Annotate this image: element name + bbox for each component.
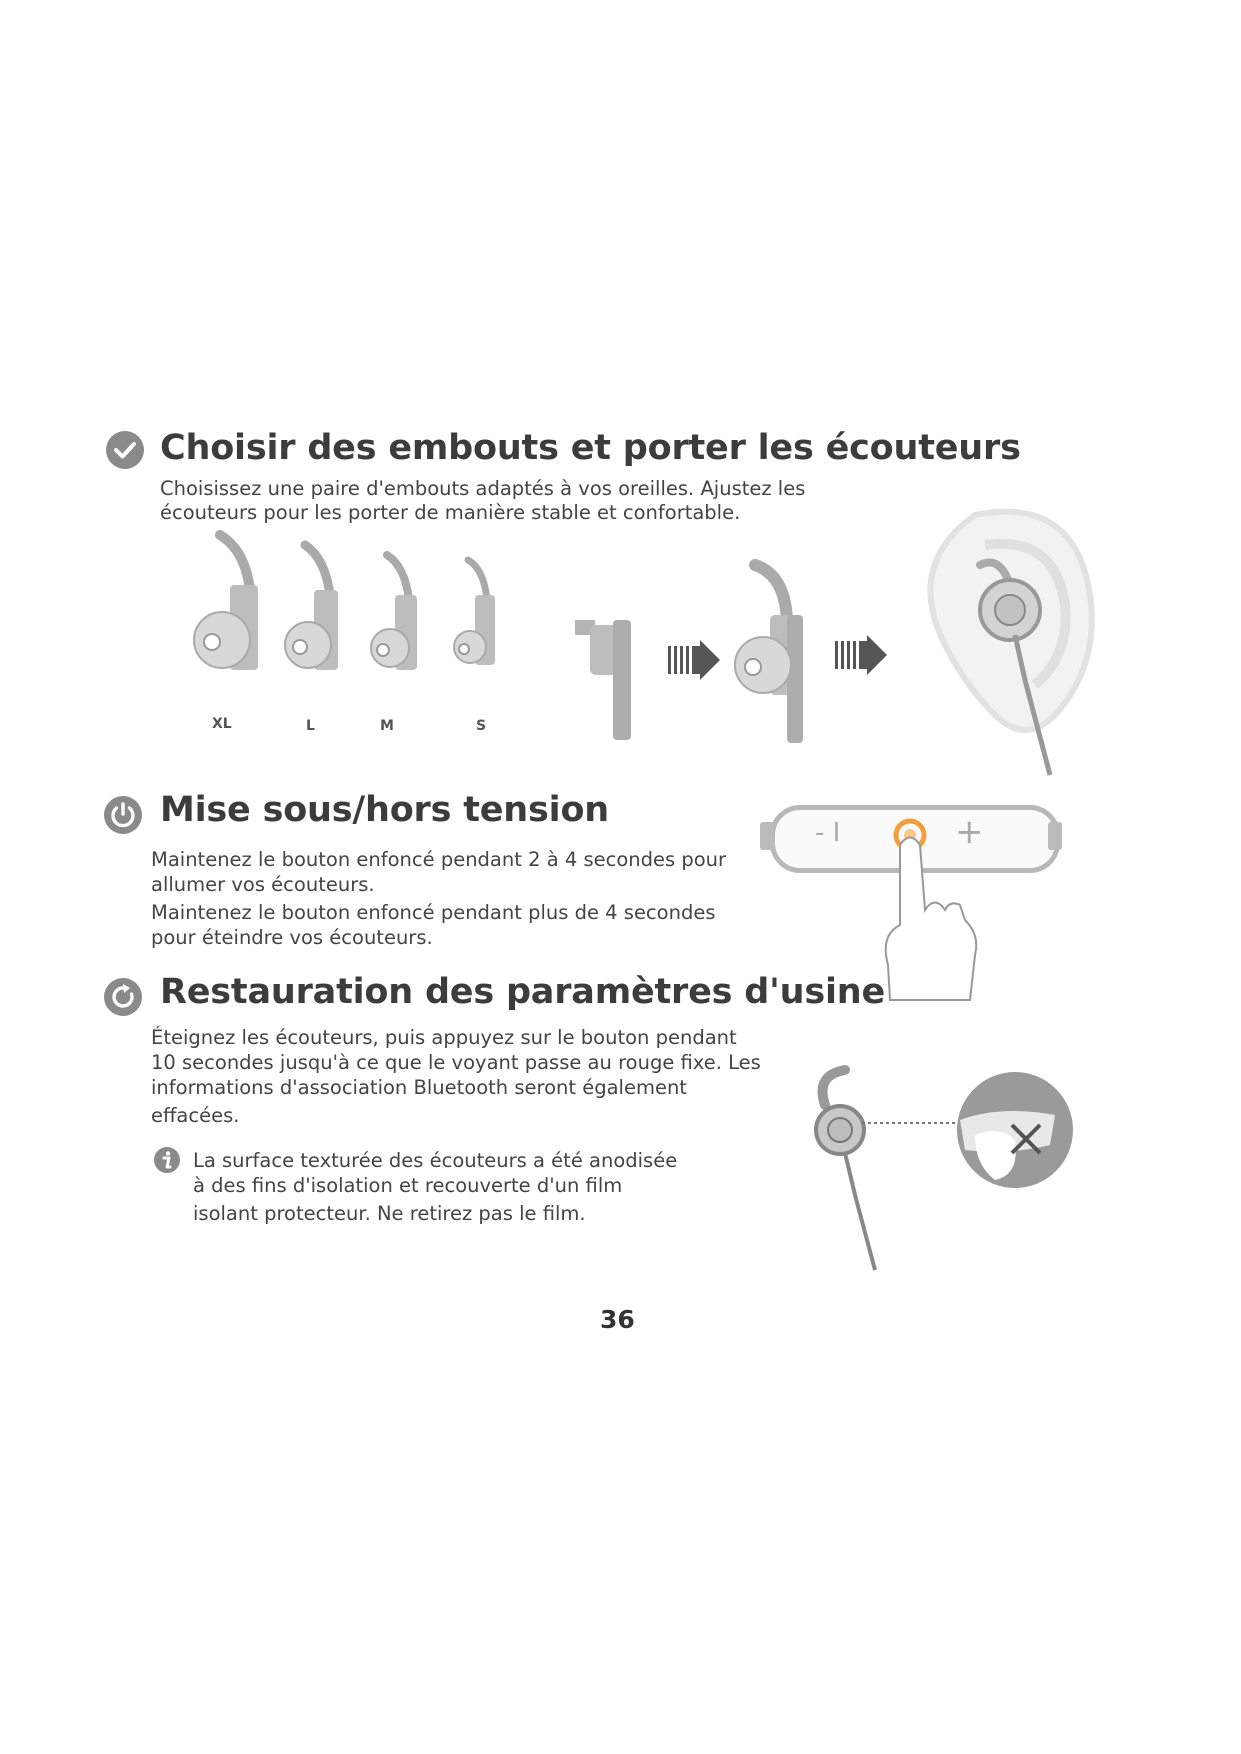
size-label-m: M <box>380 718 394 734</box>
fit-body-line-1: Choisissez une paire d'embouts adaptés à vos oreilles. Ajustez les <box>160 477 806 500</box>
remote-cable-right <box>1048 822 1062 850</box>
section-title-power: Mise sous/hors tension <box>160 790 610 830</box>
reset-line-4: effacées. <box>151 1104 240 1127</box>
ear-wearing-illustration <box>905 505 1105 775</box>
arrow-right-icon <box>835 635 890 675</box>
note-line-3: isolant protecteur. Ne retirez pas le film. <box>193 1202 586 1225</box>
section-title-fit: Choisir des embouts et porter les écouteurs <box>160 428 1021 468</box>
size-label-l: L <box>306 718 315 734</box>
volume-down-label: - I <box>815 818 841 848</box>
protective-film-illustration <box>800 1065 1080 1275</box>
ear-tips-illustration <box>180 530 540 700</box>
page-number: 36 <box>600 1305 635 1334</box>
size-label-xl: XL <box>212 716 232 732</box>
earbud-without-tip <box>565 560 645 740</box>
note-line-1: La surface texturée des écouteurs a été anodisée <box>193 1149 678 1172</box>
finger-press-illustration <box>880 815 1040 1005</box>
size-label-s: S <box>476 718 487 734</box>
earbud-with-tip <box>725 560 825 745</box>
volume-up-label: + <box>955 812 984 852</box>
arrow-right-icon <box>668 640 723 680</box>
power-icon <box>103 795 143 835</box>
info-icon <box>153 1146 181 1174</box>
power-p1-line-1: Maintenez le bouton enfoncé pendant 2 à 4 secondes pour <box>151 848 727 871</box>
reset-line-2: 10 secondes jusqu'à ce que le voyant passe au rouge fixe. Les <box>151 1051 761 1074</box>
reset-line-1: Éteignez les écouteurs, puis appuyez sur le bouton pendant <box>151 1026 737 1049</box>
power-p2-line-1: Maintenez le bouton enfoncé pendant plus de 4 secondes <box>151 901 716 924</box>
check-circle-icon <box>105 430 145 470</box>
reset-line-3: informations d'association Bluetooth seront également <box>151 1076 687 1099</box>
reset-icon <box>103 977 143 1017</box>
power-p2-line-2: pour éteindre vos écouteurs. <box>151 926 433 949</box>
section-title-reset: Restauration des paramètres d'usine <box>160 972 886 1012</box>
power-p1-line-2: allumer vos écouteurs. <box>151 873 375 896</box>
note-line-2: à des fins d'isolation et recouverte d'un film <box>193 1174 623 1197</box>
remote-cable-left <box>760 822 774 850</box>
fit-body-line-2: écouteurs pour les porter de manière stable et confortable. <box>160 501 741 524</box>
